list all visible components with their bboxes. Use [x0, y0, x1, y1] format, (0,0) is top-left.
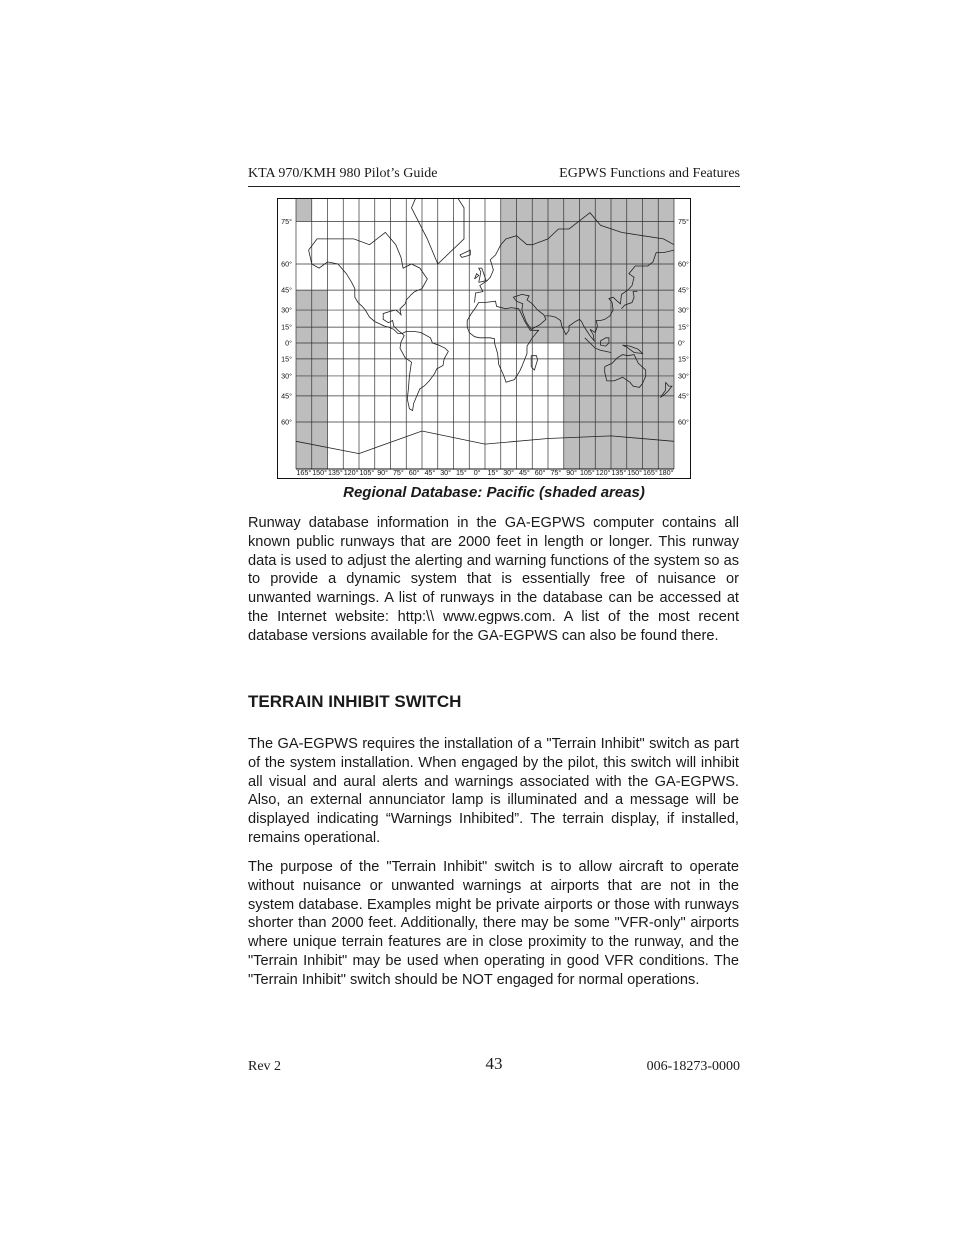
terrain-inhibit-paragraph-1: The GA-EGPWS requires the installation of a "Terrain Inhibit" switch as part of the system installation. When engaged by the pilot, this switch will inhibit all visual and aural alerts and warnings associated with the GA-EGPWS. Also, an external annunciator lamp is illuminated and a message will be displayed indicating “Warnings Inhibited”. The terrain display, if installed, remains operational.: [248, 736, 739, 846]
footer-page-number: 43: [485, 1054, 503, 1073]
lon-label: 150°: [312, 468, 328, 477]
lon-label: 75°: [392, 468, 404, 477]
lat-label-left: 30°: [281, 371, 292, 381]
lon-label: 105°: [579, 468, 595, 477]
world-grid-map: [278, 199, 690, 478]
lon-label: 30°: [503, 468, 515, 477]
header-section-title: EGPWS Functions and Features: [559, 166, 740, 181]
shaded-region-3: [564, 343, 674, 469]
lat-label-left: 30°: [281, 305, 292, 315]
lon-label: 15°: [487, 468, 499, 477]
lat-label-right: 30°: [678, 305, 689, 315]
lon-label: 105°: [359, 468, 375, 477]
lat-label-left: 45°: [281, 285, 292, 295]
lon-label: 0°: [473, 468, 481, 477]
lat-label-right: 45°: [678, 285, 689, 295]
lat-label-right: 15°: [678, 354, 689, 364]
lon-label: 165°: [642, 468, 658, 477]
lat-label-right: 30°: [678, 371, 689, 381]
lat-label-right: 45°: [678, 391, 689, 401]
runway-database-paragraph: Runway database information in the GA-EGPWS computer contains all known public runways that are 2000 feet in length or longer. This runway data is used to adjust the alerting and warning functions of the system so as to provide a dynamic system that is essentially free of nuisance or unwanted warnings. A list of runways in the database can be accessed at the Internet website: http:\\ www.egpws.com. A list of the most recent database versions available for the GA-EGPWS can also be found there.: [248, 515, 739, 644]
lon-label: 75°: [550, 468, 562, 477]
lon-label: 135°: [611, 468, 627, 477]
figure-caption: Regional Database: Pacific (shaded areas): [343, 484, 645, 501]
lat-label-left: 60°: [281, 259, 292, 269]
lon-label: 120°: [343, 468, 359, 477]
lat-label-left: 15°: [281, 354, 292, 364]
lon-label: 30°: [440, 468, 452, 477]
lon-label: 135°: [327, 468, 343, 477]
lon-label: 45°: [424, 468, 436, 477]
regional-database-map: [277, 198, 691, 479]
footer-document-number: 006-18273-0000: [646, 1059, 740, 1074]
lat-label-right: 75°: [678, 216, 689, 226]
lon-label: 15°: [455, 468, 467, 477]
lon-label: 60°: [408, 468, 420, 477]
lon-label: 60°: [534, 468, 546, 477]
lat-label-left: 45°: [281, 391, 292, 401]
terrain-inhibit-paragraph-2: The purpose of the "Terrain Inhibit" switch is to allow aircraft to operate without nuisance or unwanted warnings at airports that are not in the system database. Examples might be private airports or those with runways shorter than 2000 feet. Additionally, there may be some "VFR-only" airports where unique terrain features are in close proximity to the runway, and the "Terrain Inhibit" may be used when operating in good VFR conditions. The "Terrain Inhibit" switch should be NOT engaged for normal operations.: [248, 859, 739, 988]
lat-label-left: 75°: [281, 216, 292, 226]
lon-label: 90°: [566, 468, 578, 477]
lat-label-left: 15°: [281, 322, 292, 332]
page-footer: [248, 1054, 740, 1078]
section-heading: TERRAIN INHIBIT SWITCH: [248, 692, 462, 711]
lat-label-left: 60°: [281, 417, 292, 427]
lon-label: 150°: [627, 468, 643, 477]
shaded-region-2: [501, 199, 674, 343]
lon-label: 45°: [518, 468, 530, 477]
lat-label-right: 0°: [678, 338, 685, 348]
lat-label-right: 60°: [678, 259, 689, 269]
page-header: [248, 166, 740, 187]
lon-label: 120°: [595, 468, 611, 477]
lon-label: 165°: [296, 468, 312, 477]
lon-label: 180°: [658, 468, 674, 477]
lon-label: 90°: [377, 468, 389, 477]
header-guide-title: KTA 970/KMH 980 Pilot’s Guide: [248, 166, 438, 181]
coastline: [460, 250, 471, 257]
lat-label-right: 60°: [678, 417, 689, 427]
footer-revision: Rev 2: [248, 1059, 282, 1074]
lat-label-right: 15°: [678, 322, 689, 332]
lat-label-left: 0°: [285, 338, 292, 348]
shaded-region-0: [296, 199, 312, 221]
coastline: [475, 274, 479, 279]
